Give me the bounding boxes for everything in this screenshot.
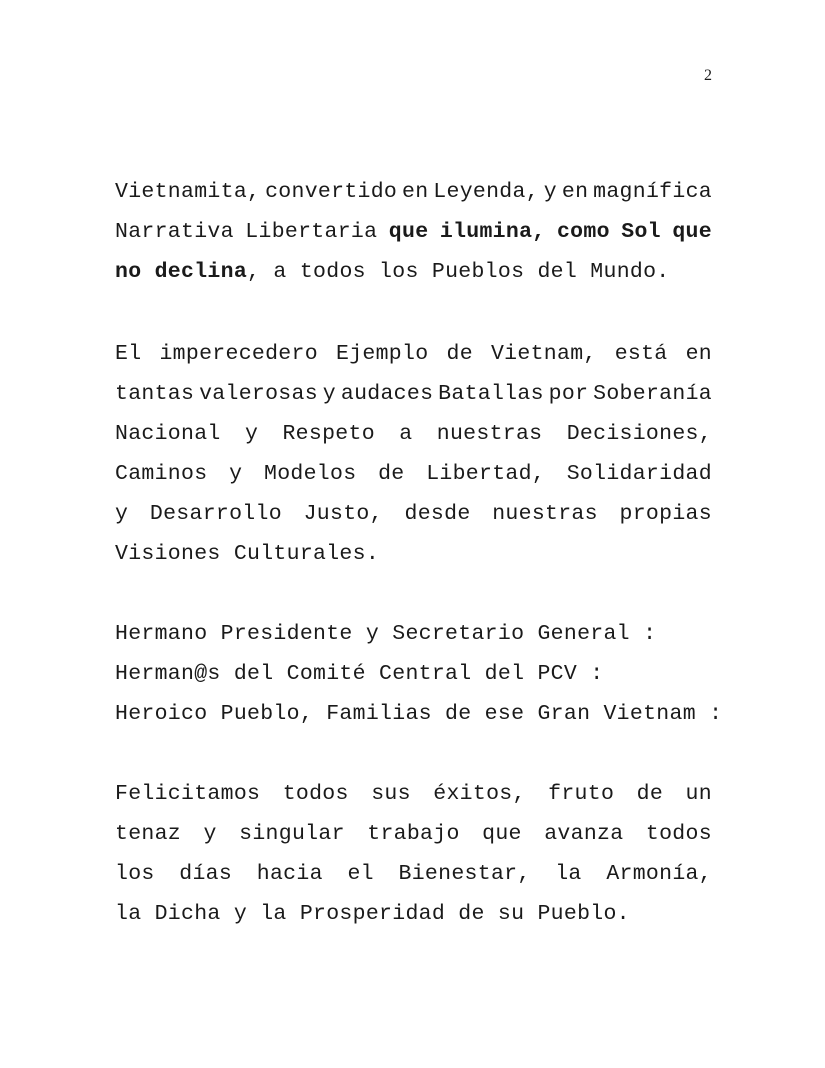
paragraph-3-salutation (115, 614, 723, 734)
word: Libertaria (245, 220, 378, 244)
text-segment: Heroico Pueblo, Familias de ese Gran Vietnam : (115, 702, 723, 726)
word: Bienestar, (398, 862, 531, 886)
word: Nacional (115, 422, 221, 446)
text-line (115, 774, 712, 814)
word: y (244, 422, 259, 446)
text-line (115, 414, 712, 454)
text-line (115, 252, 712, 292)
word: está (614, 342, 668, 366)
text-line (115, 694, 723, 734)
word: Felicitamos (115, 782, 261, 806)
word: Desarrollo (149, 502, 282, 526)
text-line (115, 212, 712, 252)
word: y (115, 502, 129, 526)
word: convertido (265, 180, 398, 204)
word: Modelos (264, 462, 357, 486)
word: nuestras (436, 422, 543, 446)
text-line (115, 814, 712, 854)
word: Vietnamita, (115, 180, 261, 204)
word: Justo, (303, 502, 383, 526)
word: audaces (340, 382, 434, 406)
word: imperecedero (159, 342, 318, 366)
word: días (179, 862, 233, 886)
text-line (115, 334, 712, 374)
text-segment: Hermano Presidente y Secretario General : (115, 622, 657, 646)
word: Narrativa (115, 220, 234, 244)
word: Sol (621, 220, 661, 244)
paragraph-1 (115, 172, 712, 292)
word: todos (282, 782, 349, 806)
bold-text: no declina (115, 260, 248, 284)
word: como (556, 220, 610, 244)
text-segment: , a todos los Pueblos del Mundo. (247, 260, 670, 284)
word: Ejemplo (336, 342, 429, 366)
word: los (115, 862, 155, 886)
word: que (482, 822, 522, 846)
word: Leyenda, (433, 180, 539, 204)
word: el (347, 862, 374, 886)
word: la (555, 862, 582, 886)
text-line (115, 654, 712, 694)
word: de (636, 782, 664, 806)
word: ilumina, (439, 220, 546, 244)
word: desde (404, 502, 471, 526)
text-segment: Visiones Culturales. (115, 542, 380, 566)
word: El (115, 342, 142, 366)
word: trabajo (367, 822, 460, 846)
word: Solidaridad (566, 462, 712, 486)
word: de (446, 342, 473, 366)
paragraph-2 (115, 334, 712, 574)
word: en (402, 180, 429, 204)
word: singular (239, 822, 345, 846)
text-line (115, 172, 712, 212)
word: tenaz (115, 822, 182, 846)
word: por (548, 382, 589, 406)
text-segment: la Dicha y la Prosperidad de su Pueblo. (115, 902, 630, 926)
page-number: 2 (704, 67, 712, 84)
word: hacia (256, 862, 323, 886)
word: valerosas (199, 382, 318, 406)
paragraph-4 (115, 774, 712, 934)
word: y (322, 382, 336, 406)
word: éxitos, (433, 782, 526, 806)
text-line (115, 614, 712, 654)
word: que (388, 220, 429, 244)
word: Vietnam, (490, 342, 597, 366)
text-line (115, 854, 712, 894)
word: y (543, 180, 557, 204)
word: y (203, 822, 217, 846)
text-line (115, 454, 712, 494)
word: Caminos (115, 462, 208, 486)
word: a (399, 422, 413, 446)
word: Respeto (282, 422, 375, 446)
word: que (672, 220, 712, 244)
word: y (229, 462, 243, 486)
word: magnífica (593, 180, 712, 204)
text-line (115, 894, 712, 934)
word: Decisiones, (566, 422, 712, 446)
text-line (115, 534, 712, 574)
word: tantas (115, 382, 195, 406)
word: Soberanía (593, 382, 712, 406)
word: nuestras (492, 502, 598, 526)
word: Libertad, (426, 462, 546, 486)
word: propias (619, 502, 712, 526)
word: Batallas (438, 382, 544, 406)
text-segment: Herman@s del Comité Central del PCV : (115, 662, 604, 686)
word: en (685, 342, 712, 366)
word: un (685, 782, 712, 806)
word: sus (371, 782, 411, 806)
word: todos (645, 822, 712, 846)
text-line (115, 374, 712, 414)
word: en (561, 180, 589, 204)
word: avanza (544, 822, 624, 846)
word: Armonía, (606, 862, 712, 886)
text-line (115, 494, 712, 534)
word: de (378, 462, 405, 486)
word: fruto (548, 782, 615, 806)
